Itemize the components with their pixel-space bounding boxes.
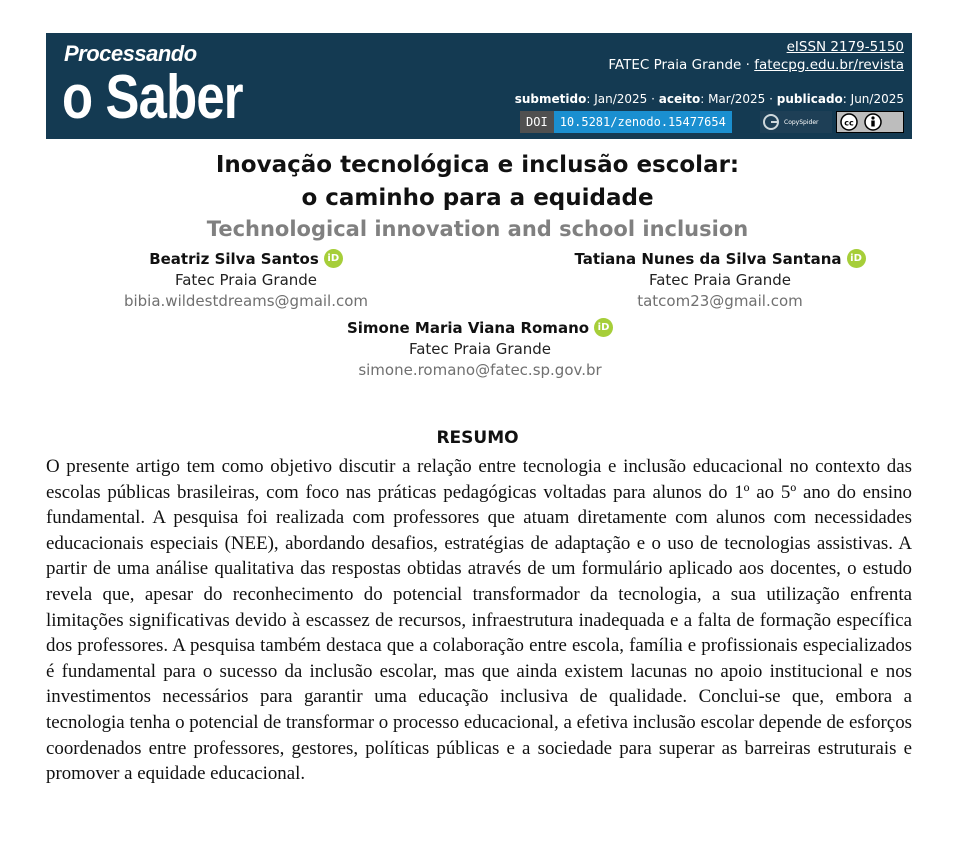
journal-site-link[interactable]: fatecpg.edu.br/revista (754, 57, 904, 73)
copyspider-badge[interactable] (760, 111, 832, 133)
abstract-text: O presente artigo tem como objetivo discutir a relação entre tecnologia e inclusão educacional no contexto das escolas públicas brasileiras, com foco nas práticas pedagógicas voltadas para alunos do 1º ao 5º ano do ensino fundamental. A pesquisa foi realizada com professores que atuam diretamente com alunos com necessidades educacionais especiais (NEE), abordando desafios, estratégias de adaptação e o uso de tecnologias assistivas. A partir de uma análise qualitativa das respostas obtidas através de um formulário aplicado aos docentes, o estudo revela que, apesar do reconhecimento do potencial transformador da tecnologia, a sua utilização enfrenta limitações significativas devido à escassez de recursos, infraestrutura inadequada e a falta de formação específica dos professores. A pesquisa também destaca que a colaboração entre escola, família e profissionais especializados é fundamental para o sucesso da inclusão escolar, mas que ainda existem lacunas no apoio institucional e nos investimentos necessários para garantir uma educação inclusiva de qualidade. Conclui-se que, embora a tecnologia tenha o potencial de transformar o processo educacional, a efetiva inclusão escolar depende de esforços coordenados entre professores, gestores, políticas públicas e a sociedade para superar as barreiras estruturais e promover a equidade educacional. (46, 456, 912, 785)
journal-logo-line1: Processando (64, 41, 197, 66)
author-email[interactable]: tatcom23@gmail.com (637, 292, 803, 310)
author-affiliation: Fatec Praia Grande (174, 271, 318, 289)
article-title-line1: Inovação tecnológica e inclusão escolar: (215, 152, 740, 178)
attribution-icon (864, 113, 882, 131)
journal-banner (46, 33, 912, 139)
author-block (560, 249, 880, 310)
svg-text:cc: cc (844, 118, 854, 128)
journal-logo-line2: o Saber (62, 63, 243, 132)
published-label: publicado (776, 92, 843, 106)
doi-value[interactable]: 10.5281/zenodo.15477654 (554, 111, 732, 133)
doi-label: DOI (520, 111, 554, 133)
submitted-value: : Jan/2025 (586, 92, 648, 106)
accepted-label: aceito (658, 92, 701, 106)
article-title-line2: o caminho para a equidade (301, 185, 654, 211)
author-email[interactable]: simone.romano@fatec.sp.gov.br (358, 361, 602, 379)
issn-link[interactable]: eISSN 2179-5150 (786, 39, 904, 55)
creative-commons-icon (840, 113, 858, 131)
author-name: Tatiana Nunes da Silva Santana (574, 249, 842, 268)
author-affiliation: Fatec Praia Grande (408, 340, 552, 358)
institution-name: FATEC Praia Grande (608, 57, 742, 73)
author-name: Beatriz Silva Santos (149, 249, 319, 268)
cc-by-license-badge[interactable] (836, 111, 904, 133)
orcid-icon[interactable]: iD (324, 249, 343, 268)
abstract-heading: RESUMO (436, 428, 519, 448)
copyspider-label: CopySpider (784, 118, 819, 126)
author-affiliation: Fatec Praia Grande (648, 271, 792, 289)
submitted-label: submetido (514, 92, 587, 106)
author-name: Simone Maria Viana Romano (346, 318, 590, 337)
author-block (330, 318, 630, 379)
doi-badge[interactable] (520, 111, 732, 133)
published-value: : Jun/2025 (842, 92, 904, 106)
accepted-value: : Mar/2025 (700, 92, 766, 106)
copyspider-icon (762, 113, 780, 131)
orcid-icon[interactable]: iD (847, 249, 866, 268)
author-email[interactable]: bibia.wildestdreams@gmail.com (123, 292, 369, 310)
publication-dates: submetido: Jan/2025 · aceito: Mar/2025 · publicado: Jun/2025 (514, 92, 904, 106)
author-block (96, 249, 396, 310)
institution-line (608, 57, 904, 73)
orcid-icon[interactable]: iD (594, 318, 613, 337)
article-title-english: Technological innovation and school inclusion (206, 217, 749, 241)
separator-dot: · (745, 57, 750, 73)
